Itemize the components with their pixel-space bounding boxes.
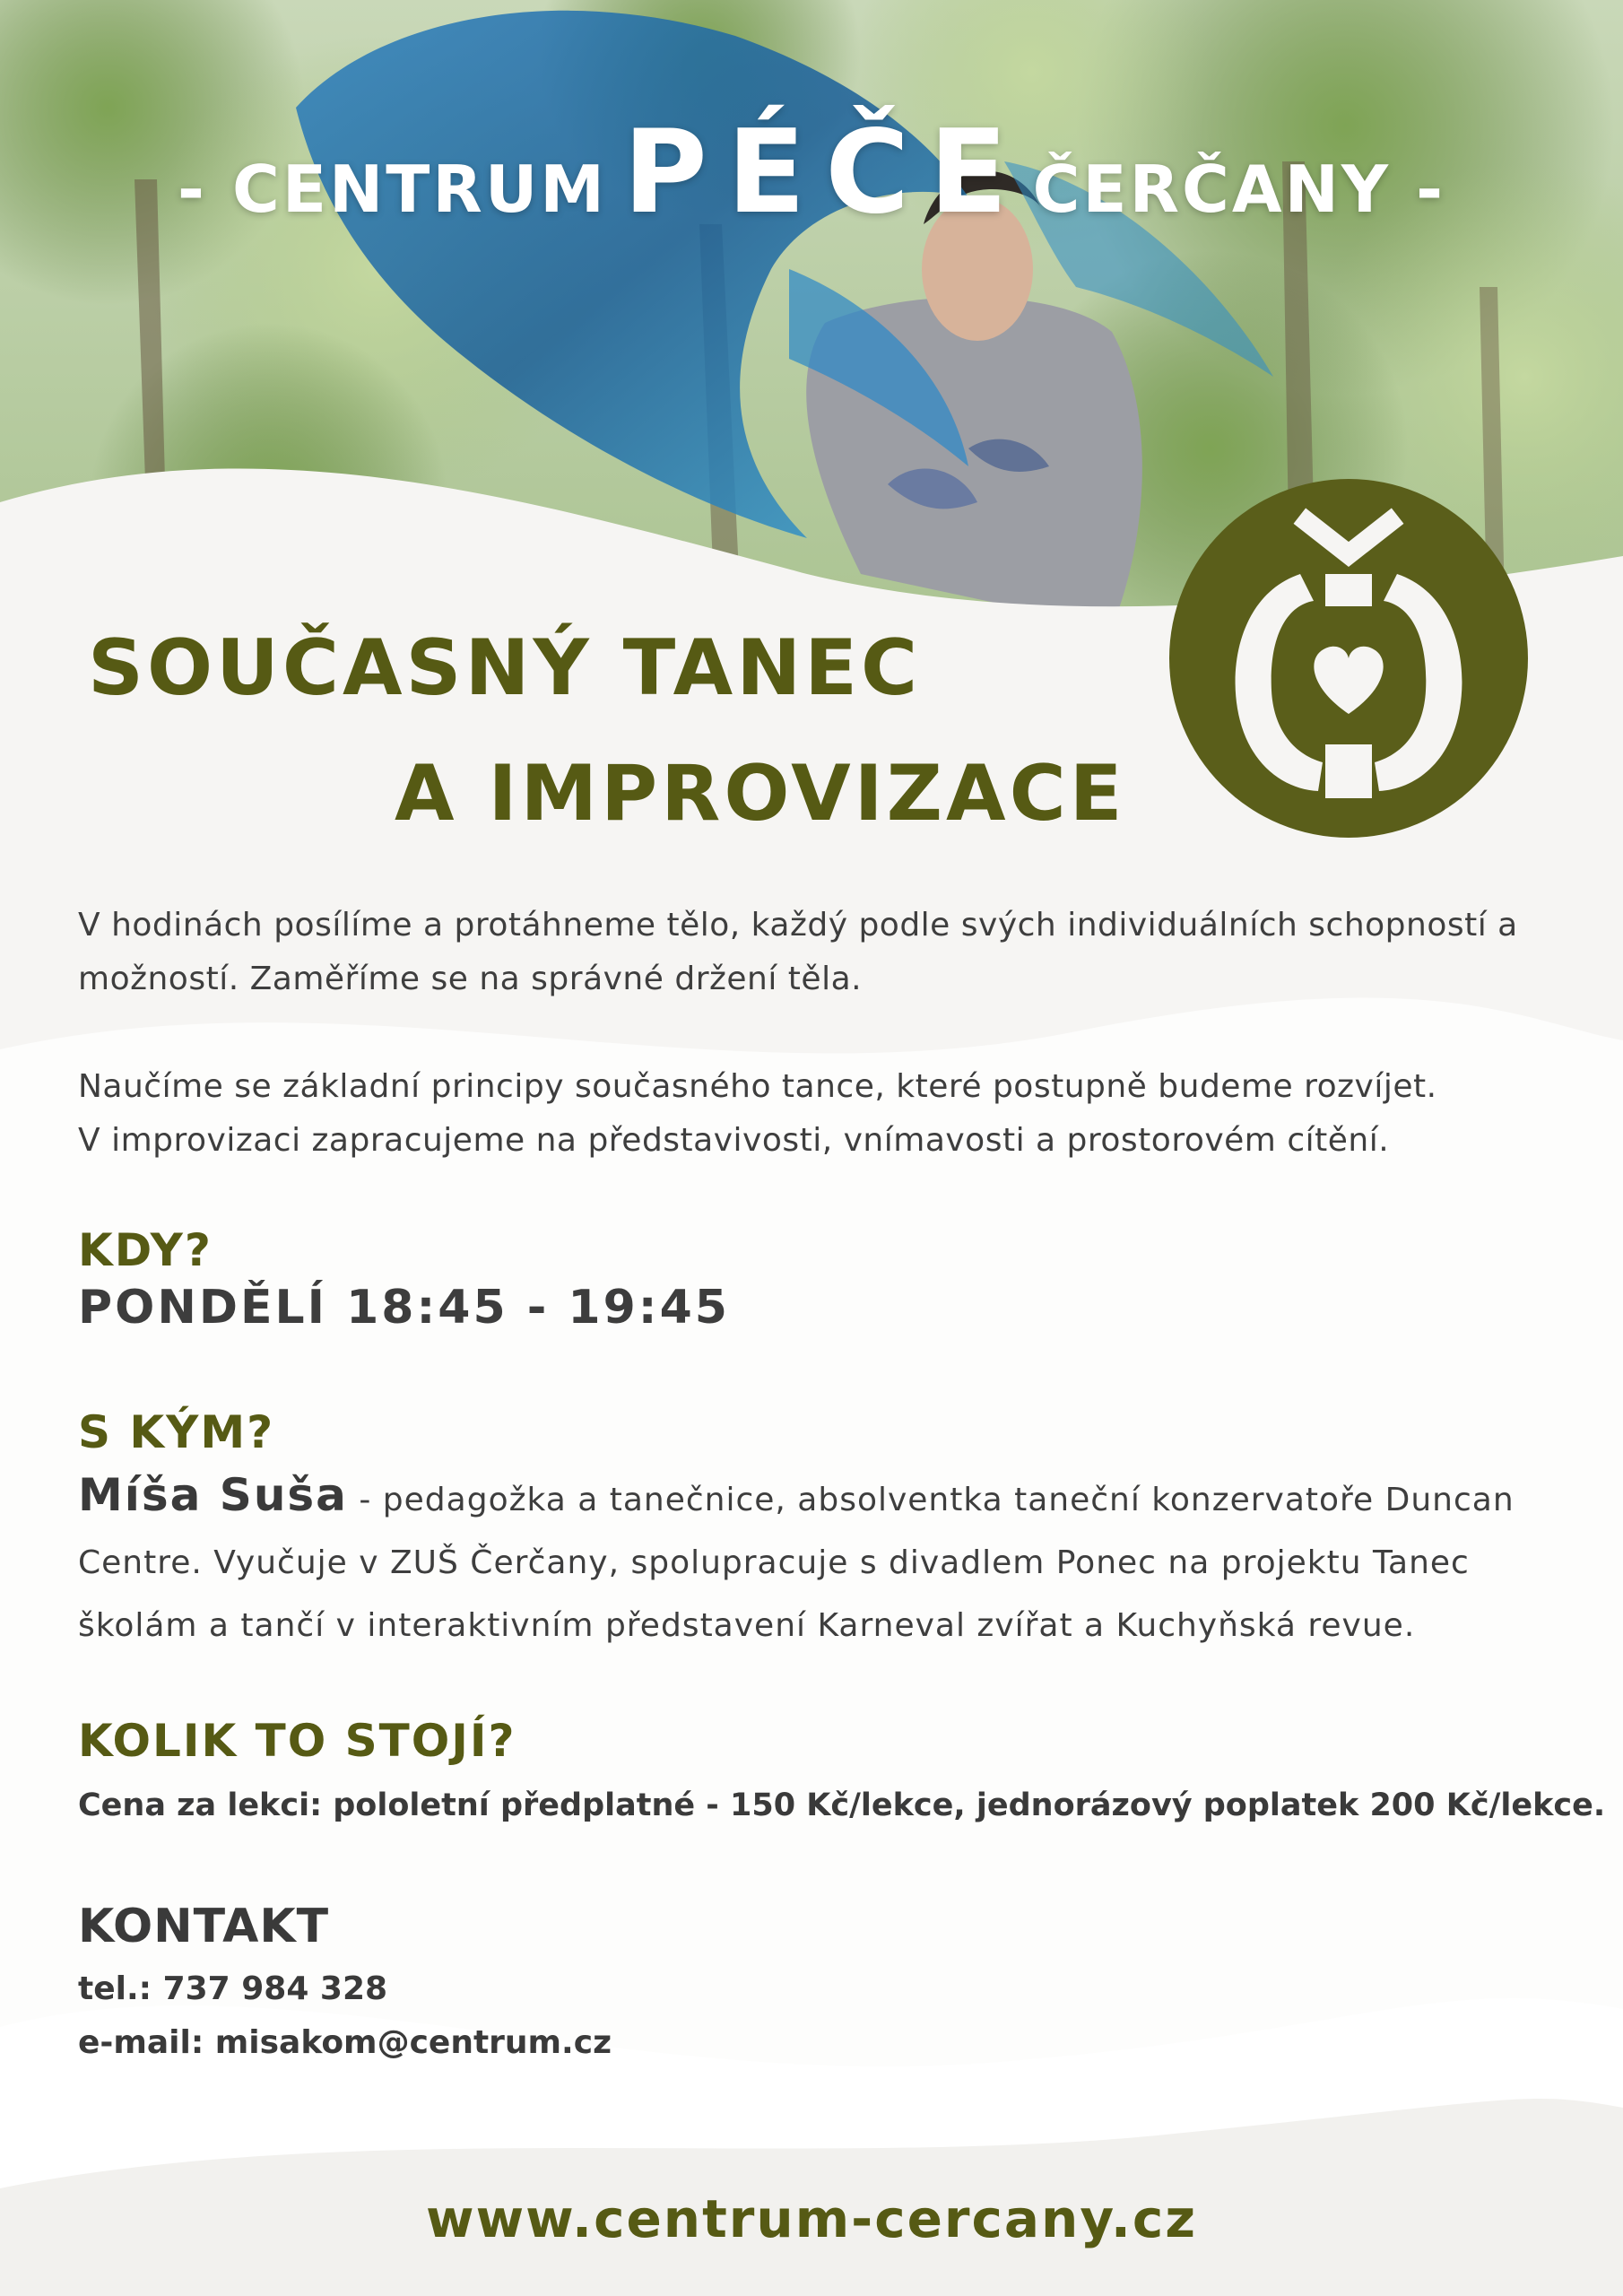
website-link[interactable]: www.centrum-cercany.cz [426,2188,1197,2249]
price-text: Cena za lekci: pololetní předplatné - 150 Kč/lekce, jednorázový poplatek 200 Kč/lekce. [78,1787,1606,1823]
intro-paragraph-1: V hodinách posílíme a protáhneme tělo, každý podle svých individuálních schopností a možností. Zaměříme se na správné držení těla. [78,907,1518,997]
lesson-time: PONDĚLÍ 18:45 - 19:45 [78,1281,730,1335]
header-main: PÉČE [622,106,1028,239]
contact-email[interactable]: e-mail: misakom@centrum.cz [78,2024,612,2061]
instructor-name: Míša Suša [78,1469,348,1521]
header-suffix: ČERČANY - [1032,152,1445,227]
contact-heading: KONTAKT [78,1900,330,1953]
with-whom-heading: S KÝM? [78,1406,275,1458]
title-line-2: A IMPROVIZACE [395,749,1126,839]
centrum-pece-logo [1166,475,1532,841]
intro-paragraph-2-line-1: Naučíme se základní principy současného tance, které postupně budeme rozvíjet. [78,1068,1437,1105]
title-line-1: SOUČASNÝ TANEC [88,623,922,713]
contact-phone[interactable]: tel.: 737 984 328 [78,1970,388,2007]
intro-paragraph-2-line-2: V improvizaci zapracujeme na představivosti, vnímavosti a prostorovém cítění. [78,1122,1390,1159]
price-heading: KOLIK TO STOJÍ? [78,1715,516,1767]
intro-paragraph-2 [78,1060,1549,1168]
header-prefix: - CENTRUM [178,152,607,227]
when-heading: KDY? [78,1224,213,1276]
instructor-description: - pedagožka a tanečnice, absolventka taneční konzervatoře Duncan Centre. Vyučuje v ZUŠ Čerčany, spolupracuje s divadlem Ponec na projektu Tanec školám a tančí v interaktivním představení Karneval zvířat a Kuchyňská revue. [78,1482,1515,1644]
instructor-bio [78,1464,1558,1657]
header-title [0,106,1623,239]
